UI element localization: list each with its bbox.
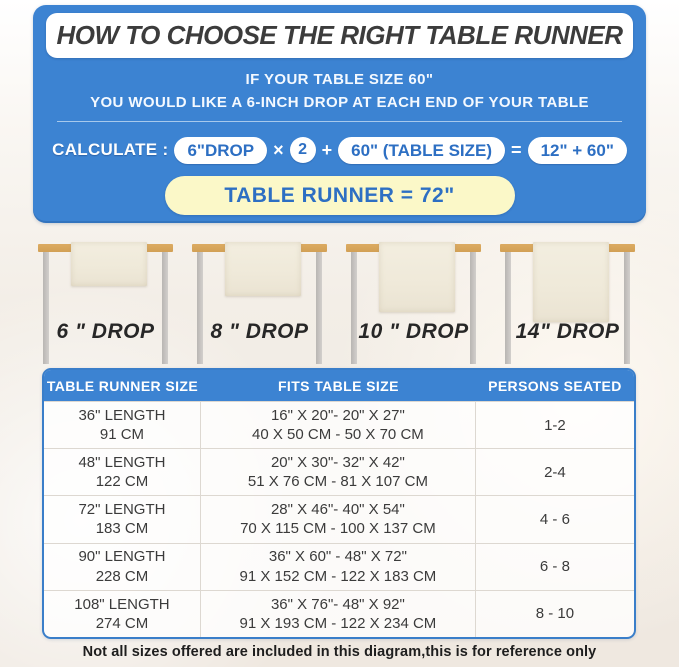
footer-note: Not all sizes offered are included in this diagram,this is for reference only	[82, 644, 597, 660]
multiplier-badge: 2	[290, 137, 316, 163]
fits-cm: 91 X 152 CM - 122 X 183 CM	[239, 567, 437, 585]
table-runner	[379, 242, 455, 312]
calculate-label: CALCULATE :	[52, 140, 169, 159]
fits-inches: 36" X 60" - 48" X 72"	[268, 548, 407, 566]
fits-table-cell	[201, 449, 476, 495]
instruction-card	[33, 5, 646, 223]
persons-cell: 2-4	[544, 463, 566, 481]
table-leg	[316, 251, 322, 364]
divider	[57, 121, 622, 122]
runner-size-inches: 72" LENGTH	[78, 501, 166, 519]
table-row	[44, 590, 634, 637]
drop-label: 6 " DROP	[56, 320, 155, 343]
runner-size-cell	[44, 449, 201, 495]
page-title: HOW TO CHOOSE THE RIGHT TABLE RUNNER	[56, 20, 623, 50]
table-leg	[162, 251, 168, 364]
column-header-fits-table: FITS TABLE SIZE	[277, 377, 399, 394]
intro-line-1: IF YOUR TABLE SIZE 60"	[245, 71, 434, 88]
runner-size-inches: 48" LENGTH	[78, 454, 166, 472]
table-leg	[624, 251, 630, 364]
runner-size-cell	[44, 496, 201, 542]
table-leg	[470, 251, 476, 364]
fits-table-cell	[201, 591, 476, 637]
intro-line-2: YOU WOULD LIKE A 6-INCH DROP AT EACH END OF YOUR TABLE	[90, 94, 589, 111]
fits-table-cell	[201, 544, 476, 590]
drop-pill: 6"DROP	[174, 137, 267, 164]
persons-cell: 4 - 6	[539, 510, 570, 528]
table-row	[44, 543, 634, 590]
fits-inches: 36" X 76"- 48" X 92"	[270, 595, 405, 613]
fits-cm: 40 X 50 CM - 50 X 70 CM	[252, 426, 424, 444]
title-banner	[46, 13, 633, 58]
table-leg	[197, 251, 203, 364]
persons-cell: 8 - 10	[535, 605, 575, 623]
column-header-runner-size: TABLE RUNNER SIZE	[46, 377, 199, 394]
table-runner	[533, 242, 609, 322]
drop-label: 10 " DROP	[358, 320, 469, 343]
runner-size-cell	[44, 544, 201, 590]
equals-operator: =	[511, 139, 522, 160]
runner-size-inches: 36" LENGTH	[78, 406, 166, 424]
fits-inches: 16" X 20"- 20" X 27"	[270, 406, 405, 424]
table-leg	[505, 251, 511, 364]
plus-operator: +	[321, 139, 333, 160]
table-runner	[71, 242, 147, 286]
runner-size-cm: 274 CM	[95, 614, 149, 632]
size-table-header	[44, 370, 634, 401]
table-row	[44, 495, 634, 542]
size-table	[42, 368, 636, 639]
runner-size-cm: 122 CM	[95, 473, 149, 491]
fits-table-cell	[201, 496, 476, 542]
table-figure-6-drop	[38, 244, 173, 364]
fits-inches: 28" X 46"- 40" X 54"	[270, 501, 405, 519]
runner-size-cm: 91 CM	[99, 426, 145, 444]
table-figure-10-drop	[346, 244, 481, 364]
times-operator: ×	[273, 139, 284, 160]
runner-size-cm: 228 CM	[95, 567, 149, 585]
sum-pill: 12" + 60"	[528, 137, 627, 164]
table-size-pill: 60" (TABLE SIZE)	[338, 137, 505, 164]
fits-inches: 20" X 30"- 32" X 42"	[270, 454, 405, 472]
fits-table-cell	[201, 402, 476, 448]
drop-label: 8 " DROP	[210, 320, 309, 343]
persons-cell: 1-2	[544, 416, 566, 434]
table-figure-8-drop	[192, 244, 327, 364]
table-runner	[225, 242, 301, 296]
table-figure-14-drop	[500, 244, 635, 364]
runner-size-inches: 108" LENGTH	[74, 595, 170, 613]
fits-cm: 70 X 115 CM - 100 X 137 CM	[240, 520, 436, 538]
table-row	[44, 401, 634, 448]
runner-size-cell	[44, 402, 201, 448]
column-header-persons: PERSONS SEATED	[488, 377, 622, 394]
runner-size-inches: 90" LENGTH	[78, 548, 166, 566]
runner-size-cell	[44, 591, 201, 637]
result-pill: TABLE RUNNER = 72"	[165, 176, 515, 215]
drop-label: 14" DROP	[515, 320, 620, 343]
formula-row	[43, 133, 636, 167]
fits-cm: 51 X 76 CM - 81 X 107 CM	[247, 473, 428, 491]
table-row	[44, 448, 634, 495]
persons-cell: 6 - 8	[539, 558, 570, 576]
runner-size-cm: 183 CM	[95, 520, 149, 538]
table-leg	[351, 251, 357, 364]
table-leg	[43, 251, 49, 364]
fits-cm: 91 X 193 CM - 122 X 234 CM	[239, 614, 437, 632]
